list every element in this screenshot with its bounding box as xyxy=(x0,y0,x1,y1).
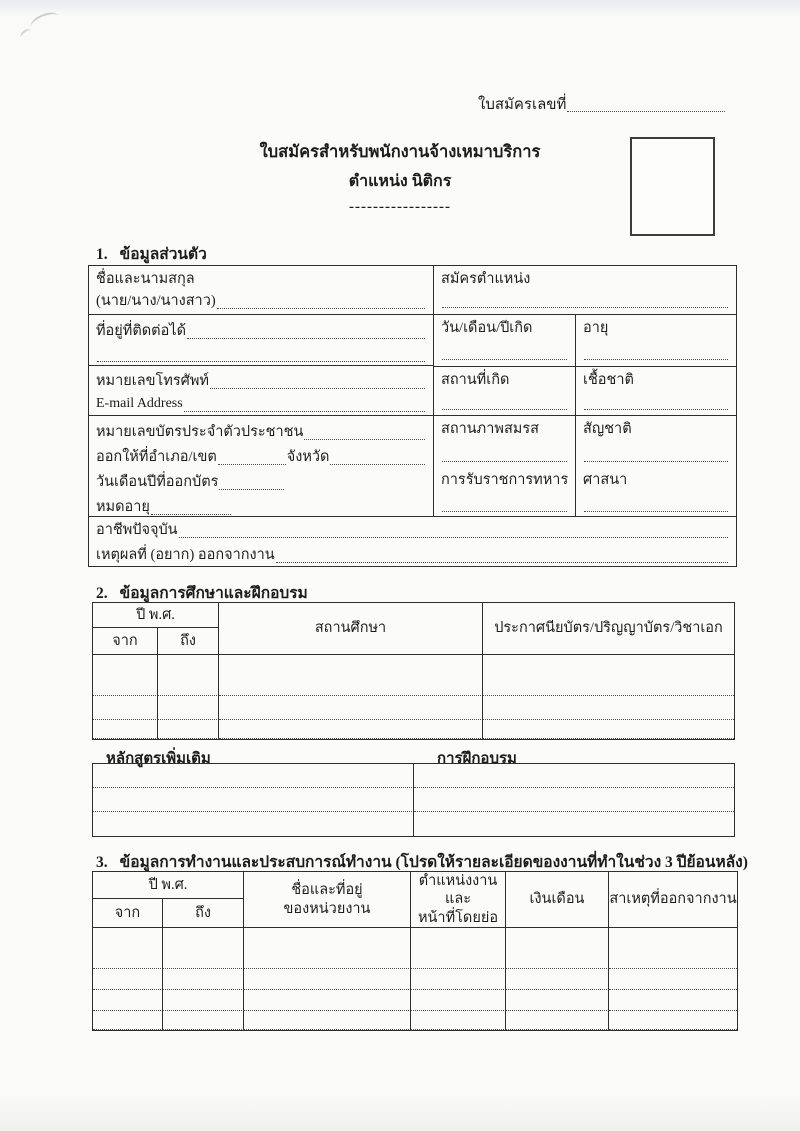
edu-empty-cell xyxy=(93,720,158,739)
leave-reason-label: เหตุผลที่ (อยาก) ออกจากงาน xyxy=(96,546,275,563)
personal-info-upper xyxy=(89,266,736,517)
work-empty-cell xyxy=(244,1011,411,1030)
work-empty-cell xyxy=(609,969,737,990)
occupation-fill-line xyxy=(179,536,728,538)
race-fill-line xyxy=(584,408,728,410)
apply-position-fill-line xyxy=(442,306,728,308)
work-position-header xyxy=(411,872,506,928)
section2-title: ข้อมูลการศึกษาและฝึกอบรม xyxy=(119,585,308,602)
course-empty-cell xyxy=(93,788,414,812)
name-label: ชื่อและนามสกุล xyxy=(96,271,195,287)
work-empty-cell xyxy=(506,969,609,990)
form-position-title: ตำแหน่ง นิติกร xyxy=(348,173,452,191)
edu-year-header: ปี พ.ศ. xyxy=(93,603,219,628)
edu-empty-cell xyxy=(93,696,158,720)
issued-at-label: ออกให้ที่อำเภอ/เขต xyxy=(96,449,217,465)
edu-empty-cell xyxy=(158,696,219,720)
marital-military-cell xyxy=(434,416,576,516)
work-empty-cell xyxy=(244,948,411,969)
work-empty-cell xyxy=(609,1011,737,1030)
personal-info-table xyxy=(88,265,737,567)
apply-position-label: สมัครตำแหน่ง xyxy=(441,271,531,287)
birth-age-row xyxy=(434,315,736,367)
birth-place-label: สถานที่เกิด xyxy=(441,371,510,388)
name-fill-line xyxy=(217,307,425,309)
work-empty-cell xyxy=(163,1011,244,1030)
work-empty-cell xyxy=(609,990,737,1011)
id-card-fill-line xyxy=(304,438,425,440)
personal-info-right-column xyxy=(434,266,736,516)
edu-empty-cell xyxy=(158,655,219,673)
edu-empty-cell xyxy=(158,673,219,696)
course-empty-cell xyxy=(93,812,414,836)
work-empty-cell xyxy=(411,1011,506,1030)
work-empty-cell xyxy=(244,969,411,990)
work-empty-cell xyxy=(93,1011,163,1030)
work-empty-cell xyxy=(163,990,244,1011)
work-salary-header: เงินเดือน xyxy=(506,872,609,928)
card-expiry-label: หมดอายุ xyxy=(96,499,150,515)
card-issue-date-fill-line xyxy=(219,488,284,490)
leave-reason-fill-line xyxy=(276,561,728,563)
marital-military-row xyxy=(434,416,736,516)
work-empty-cell xyxy=(609,928,737,948)
birth-date-cell xyxy=(434,315,576,366)
edu-empty-cell xyxy=(219,655,483,673)
divider-dashes: ----------------- xyxy=(349,199,451,216)
age-fill-line xyxy=(584,358,728,360)
province-label: จังหวัด xyxy=(286,449,330,465)
training-empty-cell xyxy=(414,764,734,788)
work-empty-cell xyxy=(506,948,609,969)
training-empty-cell xyxy=(414,812,734,836)
work-position-header-line2: หน้าที่โดยย่อ xyxy=(417,909,499,926)
section3-title: ข้อมูลการทำงานและประสบการณ์ทำงาน (โปรดให้รายละเอียดของงานที่ทำในช่วง 3 ปีย้อนหลัง) xyxy=(119,854,748,871)
work-experience-table xyxy=(92,871,738,1031)
edu-empty-cell xyxy=(483,720,734,739)
scan-artifact xyxy=(19,27,33,40)
application-number-row xyxy=(478,95,726,115)
work-empty-cell xyxy=(411,928,506,948)
phone-email-cell xyxy=(89,366,433,416)
work-leave-reason-header: สาเหตุที่ออกจากงาน xyxy=(609,872,737,928)
training-empty-cell xyxy=(414,788,734,812)
nationality-religion-cell xyxy=(576,416,736,516)
work-empty-cell xyxy=(609,948,737,969)
work-empty-cell xyxy=(506,990,609,1011)
leave-reason-row xyxy=(89,542,736,567)
occupation-label: อาชีพปัจจุบัน xyxy=(96,522,178,538)
email-label: E-mail Address xyxy=(96,396,183,411)
birth-date-label: วัน/เดือน/ปีเกิด xyxy=(441,319,533,336)
name-prefix-label: (นาย/นาง/นางสาว) xyxy=(96,293,216,309)
work-empty-cell xyxy=(244,928,411,948)
religion-label: ศาสนา xyxy=(583,472,628,489)
birthplace-race-row xyxy=(434,367,736,417)
nationality-fill-line xyxy=(584,460,728,462)
work-position-header-line1: ตำแหน่งงานและ xyxy=(418,873,498,908)
apply-position-cell xyxy=(434,266,736,315)
work-empty-cell xyxy=(411,948,506,969)
id-card-cell xyxy=(89,416,433,516)
id-card-label: หมายเลขบัตรประจำตัวประชาชน xyxy=(96,424,304,440)
work-empty-cell xyxy=(93,948,163,969)
work-empty-cell xyxy=(163,928,244,948)
province-fill-line xyxy=(330,463,425,465)
age-label: อายุ xyxy=(583,319,609,336)
race-label: เชื้อชาติ xyxy=(583,371,634,388)
nationality-label: สัญชาติ xyxy=(583,421,632,438)
personal-info-left-column xyxy=(89,266,434,516)
section3-number: 3. xyxy=(96,854,108,871)
edu-institution-header: สถานศึกษา xyxy=(219,603,483,655)
birth-date-fill-line xyxy=(442,358,567,360)
course-empty-cell xyxy=(93,764,414,788)
work-empty-cell xyxy=(163,969,244,990)
card-expiry-fill-line xyxy=(151,513,231,515)
scan-artifact xyxy=(28,9,62,35)
age-cell xyxy=(576,315,736,366)
application-number-label: ใบสมัครเลขที่ xyxy=(478,97,567,113)
form-title: ใบสมัครสำหรับพนักงานจ้างเหมาบริการ xyxy=(259,142,541,161)
edu-empty-cell xyxy=(483,655,734,673)
edu-to-header: ถึง xyxy=(158,628,219,655)
work-empty-cell xyxy=(93,969,163,990)
section1-heading xyxy=(96,241,207,266)
marital-status-fill-line xyxy=(442,460,567,462)
education-table xyxy=(92,602,735,740)
section1-number: 1. xyxy=(96,246,108,263)
edu-empty-cell xyxy=(219,720,483,739)
training-label: การฝึกอบรม xyxy=(437,751,517,767)
birth-place-fill-line xyxy=(442,408,567,410)
edu-empty-cell xyxy=(93,655,158,673)
work-empty-cell xyxy=(93,928,163,948)
work-year-header: ปี พ.ศ. xyxy=(93,872,244,899)
phone-label: หมายเลขโทรศัพท์ xyxy=(96,373,209,389)
work-employer-header-line1: ชื่อและที่อยู่ xyxy=(291,882,363,899)
military-service-label: การรับราชการทหาร xyxy=(441,472,569,489)
section1-title: ข้อมูลส่วนตัว xyxy=(119,246,207,263)
edu-empty-cell xyxy=(483,673,734,696)
birth-place-cell xyxy=(434,367,576,416)
edu-empty-cell xyxy=(219,696,483,720)
work-empty-cell xyxy=(411,969,506,990)
issued-at-fill-line xyxy=(218,463,286,465)
email-fill-line xyxy=(184,410,425,412)
address-cell xyxy=(89,315,433,366)
title-block xyxy=(0,141,800,218)
work-empty-cell xyxy=(411,990,506,1011)
address-label: ที่อยู่ที่ติดต่อได้ xyxy=(96,322,186,339)
occupation-row xyxy=(89,517,736,542)
race-cell xyxy=(576,367,736,416)
address-fill-line xyxy=(187,337,425,339)
religion-fill-line xyxy=(584,510,728,512)
address-fill-line-2 xyxy=(97,360,425,362)
work-empty-cell xyxy=(93,990,163,1011)
edu-empty-cell xyxy=(158,720,219,739)
section2-number: 2. xyxy=(96,585,108,602)
work-employer-header-line2: ของหน่วยงาน xyxy=(283,900,371,917)
work-to-header: ถึง xyxy=(163,899,244,928)
work-empty-cell xyxy=(506,1011,609,1030)
name-cell xyxy=(89,266,433,315)
phone-fill-line xyxy=(210,387,425,389)
card-issue-date-label: วันเดือนปีที่ออกบัตร xyxy=(96,474,219,490)
course-training-table xyxy=(92,763,735,837)
work-empty-cell xyxy=(163,948,244,969)
additional-course-label: หลักสูตรเพิ่มเติม xyxy=(106,751,211,767)
work-from-header: จาก xyxy=(93,899,163,928)
work-empty-cell xyxy=(244,990,411,1011)
edu-empty-cell xyxy=(93,673,158,696)
work-empty-cell xyxy=(506,928,609,948)
military-service-fill-line xyxy=(442,510,567,512)
work-employer-header xyxy=(244,872,411,928)
edu-certificate-header: ประกาศนียบัตร/ปริญญาบัตร/วิชาเอก xyxy=(483,603,734,655)
application-number-fill-line xyxy=(567,110,725,112)
edu-empty-cell xyxy=(483,696,734,720)
edu-from-header: จาก xyxy=(93,628,158,655)
edu-empty-cell xyxy=(219,673,483,696)
marital-status-label: สถานภาพสมรส xyxy=(441,421,539,438)
